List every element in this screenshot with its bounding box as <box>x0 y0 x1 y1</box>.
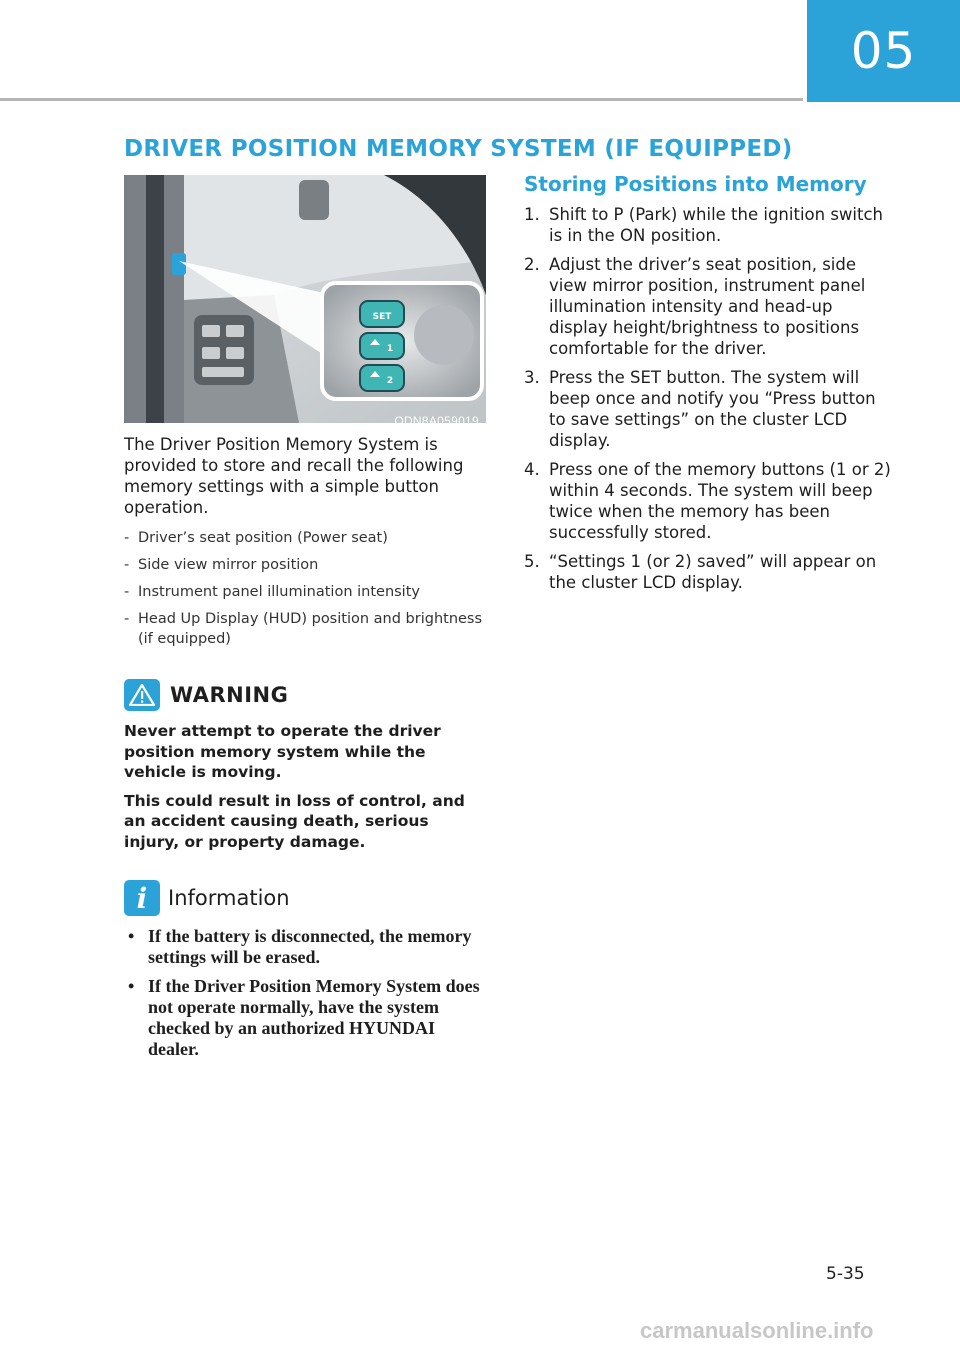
chapter-tab <box>807 0 960 102</box>
list-item: - Head Up Display (HUD) position and brightness (if equipped) <box>124 609 486 649</box>
step-number: 1. <box>524 205 540 224</box>
step-text: Adjust the driver’s seat position, side view mirror position, instrument panel illumination intensity and head-up display height/brightness to positions comfortable for the driver. <box>549 255 866 358</box>
intro-text: The Driver Position Memory System is provided to store and recall the following memory settings with a simple button operation. <box>124 435 464 517</box>
step-text: Press the SET button. The system will beep once and notify you “Press button to save settings” on the cluster LCD display. <box>549 368 876 450</box>
list-item: • If the battery is disconnected, the memory settings will be erased. <box>124 926 486 968</box>
warning-triangle-icon <box>129 684 155 706</box>
air-vent <box>299 180 329 220</box>
storing-steps <box>524 204 894 593</box>
left-column <box>124 434 486 1068</box>
information-title: Information <box>168 886 290 910</box>
header-rule <box>0 98 803 101</box>
warning-badge <box>124 679 160 711</box>
memory-button-2-label: 2 <box>386 376 394 386</box>
figure-code: ODN8A059019 <box>394 414 479 428</box>
step-number: 5. <box>524 552 540 571</box>
step-number: 3. <box>524 368 540 387</box>
step-number: 4. <box>524 460 540 479</box>
watermark: carmanualsonline.info <box>640 1318 874 1343</box>
step-text: Shift to P (Park) while the ignition switch is in the ON position. <box>549 205 883 245</box>
right-column <box>524 172 894 601</box>
step-text: Press one of the memory buttons (1 or 2) within 4 seconds. The system will beep twice when the memory has been successfully stored. <box>549 460 891 542</box>
step-number: 2. <box>524 255 540 274</box>
speaker-grille <box>414 305 474 365</box>
step-item <box>524 459 894 543</box>
memory-settings-list <box>124 528 486 649</box>
page-number: 5-35 <box>826 1264 865 1284</box>
chapter-number: 05 <box>850 22 917 80</box>
memory-button-1-label: 1 <box>386 344 394 354</box>
list-item: - Side view mirror position <box>124 555 486 575</box>
step-item <box>524 204 894 246</box>
storing-title: Storing Positions into Memory <box>524 172 867 196</box>
section-title: DRIVER POSITION MEMORY SYSTEM (IF EQUIPPED) <box>124 136 793 162</box>
step-item <box>524 367 894 451</box>
information-header <box>124 880 486 916</box>
warning-title: WARNING <box>170 683 289 707</box>
set-button-label: SET <box>372 312 392 322</box>
information-icon: i <box>124 880 160 916</box>
information-list <box>124 926 486 1060</box>
list-item: - Instrument panel illumination intensity <box>124 582 486 602</box>
door-memory-buttons-figure <box>124 175 486 423</box>
figure-illustration <box>124 175 486 423</box>
door-seal <box>146 175 164 423</box>
warning-header <box>124 679 486 711</box>
step-text: “Settings 1 (or 2) saved” will appear on the cluster LCD display. <box>549 552 877 592</box>
step-item <box>524 254 894 359</box>
list-item: - Driver’s seat position (Power seat) <box>124 528 486 548</box>
step-item <box>524 551 894 593</box>
warning-paragraph: This could result in loss of control, and an accident causing death, serious injury, or property damage. <box>124 791 465 851</box>
warning-paragraph: Never attempt to operate the driver position memory system while the vehicle is moving. <box>124 722 441 781</box>
memory-button-1 <box>360 333 404 359</box>
list-item: • If the Driver Position Memory System does not operate normally, have the system checked by an authorized HYUNDAI dealer. <box>124 976 486 1060</box>
memory-button-2 <box>360 365 404 391</box>
